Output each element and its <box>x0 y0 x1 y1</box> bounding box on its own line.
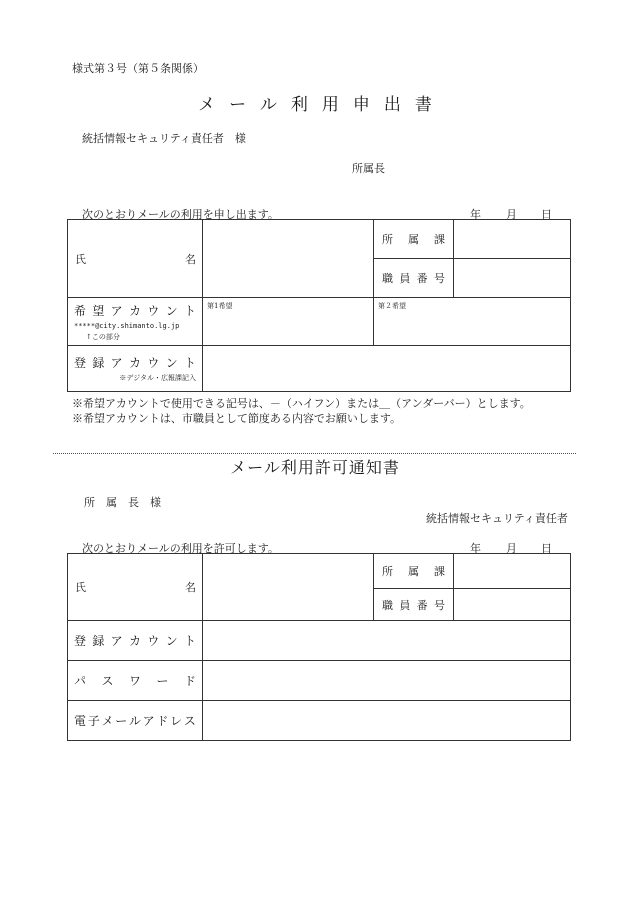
note-symbols: ※希望アカウントで使用できる記号は、－（ハイフン）または＿（アンダーバー）とします。 <box>72 397 531 410</box>
second-choice-label: 第２希望 <box>378 302 406 310</box>
application-date-month: 月 <box>506 208 517 221</box>
note-conduct: ※希望アカウントは、市職員として節度ある内容でお願いします。 <box>72 412 402 425</box>
email-label-cell: 電 子 メ ー ル ア ド レ ス <box>68 701 203 741</box>
desired-account-label-cell: 希 望 ア カ ウ ン ト *****@city.shimanto.lg.jp ↑この部分 <box>68 298 203 346</box>
password-label-cell: パ ス ワ ー ド <box>68 661 203 701</box>
staff-no-label-cell: 職 員 番 号 <box>374 259 454 298</box>
application-addressee: 統括情報セキュリティ責任者 様 <box>82 132 246 145</box>
name-field[interactable] <box>203 220 374 298</box>
permission-table <box>67 553 571 741</box>
desired-account-hint: ↑この部分 <box>86 333 120 341</box>
permission-addressee: 所 属 長 様 <box>84 496 161 509</box>
dept-label-cell: 所 属 課 <box>374 220 454 259</box>
registered-account-field[interactable] <box>203 346 571 392</box>
email-field[interactable] <box>203 701 571 741</box>
applicant-title: 所属長 <box>352 162 385 175</box>
perm-staff-no-field[interactable] <box>454 589 571 621</box>
application-table <box>67 219 571 392</box>
first-choice-field[interactable] <box>203 298 374 346</box>
permission-date-day: 日 <box>541 542 552 555</box>
perm-name-label-b: 名 <box>185 581 196 594</box>
name-label-b: 名 <box>185 252 196 266</box>
registered-account-note: ※デジタル・広報課記入 <box>119 374 196 382</box>
desired-account-example: *****@city.shimanto.lg.jp <box>74 322 180 330</box>
application-title: メール利用申出書 <box>198 95 446 115</box>
perm-registered-account-field[interactable] <box>203 621 571 661</box>
name-label-a: 氏 <box>75 252 86 266</box>
name-label-cell <box>68 220 203 298</box>
application-intro: 次のとおりメールの利用を申し出ます。 <box>82 208 279 221</box>
staff-no-field[interactable] <box>454 259 571 298</box>
permission-date-year: 年 <box>470 542 481 555</box>
perm-name-label-a: 氏 <box>75 581 86 594</box>
second-choice-field[interactable] <box>374 298 571 346</box>
perm-dept-field[interactable] <box>454 554 571 589</box>
form-number: 様式第３号（第５条関係） <box>72 62 204 75</box>
application-date-day: 日 <box>541 208 552 221</box>
permission-date-month: 月 <box>506 542 517 555</box>
perm-registered-account-label-cell: 登 録 ア カ ウ ン ト <box>68 621 203 661</box>
permission-title: メール利用許可通知書 <box>230 458 400 477</box>
password-field[interactable] <box>203 661 571 701</box>
cut-line <box>53 453 576 454</box>
application-date-year: 年 <box>470 208 481 221</box>
permission-issuer: 統括情報セキュリティ責任者 <box>426 512 568 525</box>
first-choice-label: 第1希望 <box>207 302 233 310</box>
permission-intro: 次のとおりメールの利用を許可します。 <box>82 542 279 555</box>
perm-staff-no-label-cell: 職 員 番 号 <box>374 589 454 621</box>
perm-name-field[interactable] <box>203 554 374 621</box>
perm-dept-label-cell: 所 属 課 <box>374 554 454 589</box>
registered-account-label-cell: 登 録 ア カ ウ ン ト ※デジタル・広報課記入 <box>68 346 203 392</box>
dept-field[interactable] <box>454 220 571 259</box>
perm-name-label-cell <box>68 554 203 621</box>
